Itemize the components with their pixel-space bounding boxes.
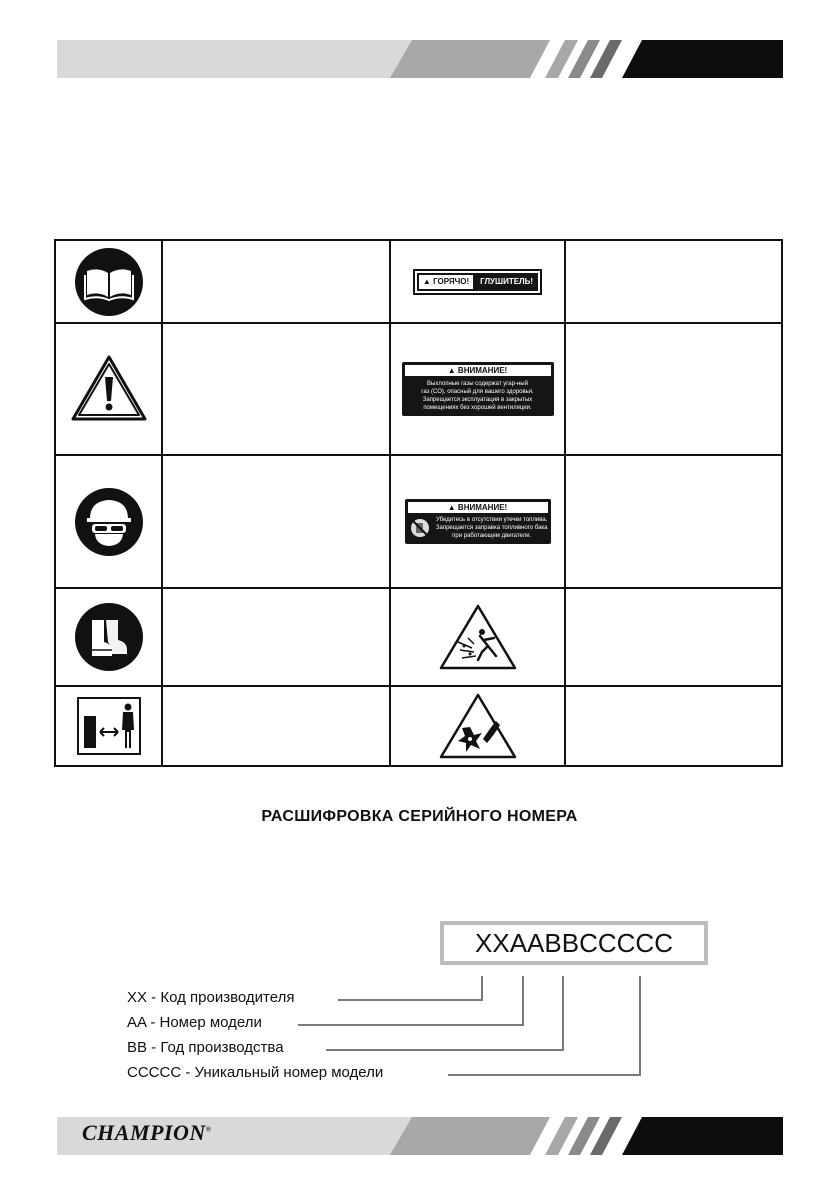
- co-warning-sticker: ▲ ВНИМАНИЕ! Выхлопные газы содержат угар-ный газ (СО), опасный для вашего здоровья. Запрещается эксплуатация в закрытых помещениях без хорошей вентиляции.: [402, 362, 554, 416]
- sticker-line: Убедитесь в отсутствии утечки топлива.: [435, 517, 548, 523]
- registered-mark: ®: [205, 1125, 212, 1134]
- brand-text: CHAMPION: [82, 1120, 206, 1145]
- sticker-line: при работающем двигателе.: [452, 533, 532, 539]
- fuel-warning-sticker: ▲ ВНИМАНИЕ! Убедитесь в отсутствии утечки топлива. Запрещается заправка топливного бака при работающем двигателе.: [405, 499, 551, 544]
- leader-line-bb: [326, 976, 563, 1050]
- sticker-line: газ (СО), опасный для вашего здоровья.: [421, 389, 534, 395]
- legend-item-manufacturer: XX - Код производителя: [127, 989, 295, 1006]
- champion-logo: [82, 1120, 212, 1146]
- legend-item-model: AA - Номер модели: [127, 1014, 262, 1031]
- serial-code-box: XXAABBCCCCC: [440, 921, 708, 965]
- sticker-line: Выхлопные газы содержат угар-ный: [427, 381, 528, 387]
- hot-label-text: ГОРЯЧО!: [433, 276, 470, 286]
- sticker-line: Запрещается заправка топливного бака: [435, 525, 548, 531]
- hot-muffler-sticker: ▲ ГОРЯЧО! ГЛУШИТЕЛЬ!: [413, 269, 542, 295]
- leader-line-xx: [338, 976, 482, 1000]
- sticker-line: Запрещается эксплуатация в закрытых: [422, 397, 533, 403]
- sticker-header: ВНИМАНИЕ!: [457, 503, 508, 512]
- serial-section-title: РАСШИФРОВКА СЕРИЙНОГО НОМЕРА: [261, 808, 578, 825]
- legend-item-year: BB - Год производства: [127, 1039, 284, 1056]
- legend-item-unique: CCCCC - Уникальный номер модели: [127, 1064, 384, 1081]
- sticker-header: ВНИМАНИЕ!: [457, 366, 508, 375]
- sticker-line: помещениях без хорошей вентиляции.: [423, 405, 532, 411]
- muffler-label-text: ГЛУШИТЕЛЬ!: [480, 276, 534, 286]
